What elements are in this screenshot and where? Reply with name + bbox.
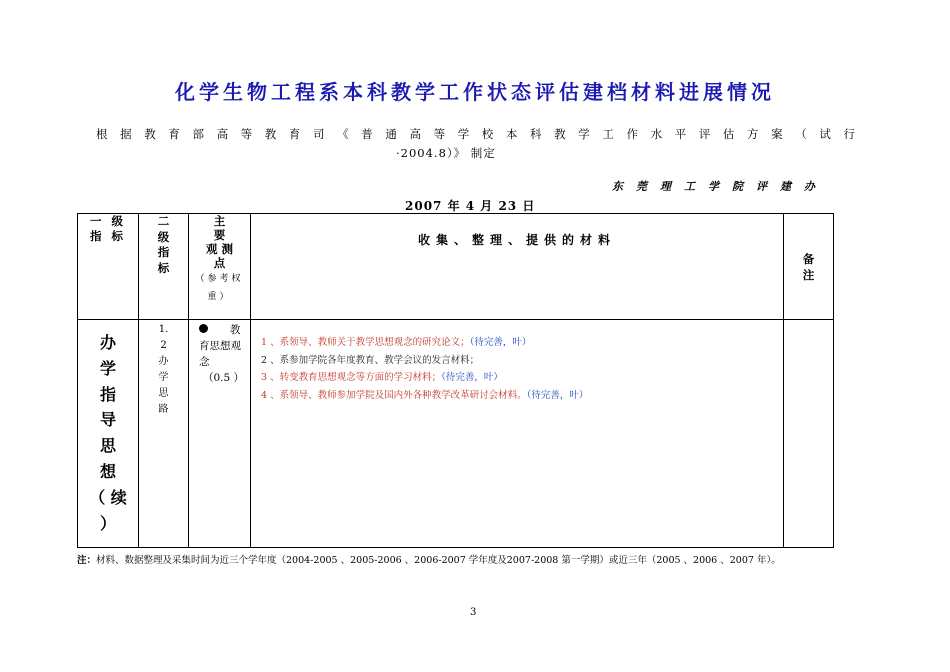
evaluation-table [77, 213, 834, 548]
header-materials: 收集、整理、提供的材料 [251, 214, 784, 320]
level2-indicator-cell: 1. 2 办 学 思 路 [139, 320, 189, 548]
header-remarks: 备 注 [784, 214, 834, 320]
material-item: 3 、转变教育思想观念等方面的学习材料；（待完善，叶） [261, 372, 503, 384]
basis-line-2: ·2004.8）》 制定 [396, 146, 496, 160]
header-observation-point: 主 要 观 测 点 （参考权 重） [189, 214, 251, 320]
bullet-icon [199, 324, 208, 333]
level1-indicator-cell: 办 学 指 导 思 想 （ 续 ） [78, 320, 139, 548]
materials-cell [251, 320, 784, 548]
page-number: 3 [470, 607, 477, 618]
remarks-cell [784, 320, 834, 548]
header-level1-indicator: 一 级 指 标 [78, 214, 139, 320]
material-item: 1 、系领导、教师关于教学思想观念的研究论文；（待完善，叶） [261, 337, 532, 348]
issue-date: 2007 年 4 月 23 日 [405, 199, 536, 213]
document-title: 化学生物工程系本科教学工作状态评估建档材料进展情况 [175, 80, 775, 104]
table-row [78, 320, 834, 548]
footnote: 注：材料、数据整理及采集时间为近三个学年度（2004-2005 、2005-2006 、2006-2007 学年度及2007-2008 第一学期）或近三年（2005 、2006 、2007 年）。 [77, 555, 781, 566]
table-header-row [78, 214, 834, 320]
issuer: 东莞理工学院评建办 [612, 180, 828, 193]
header-level2-indicator: 二 级 指 标 [139, 214, 189, 320]
basis-line-1: 根据教育部高等教育司《普通高等学校本科教学工作水平评估方案（试行 [96, 127, 856, 141]
material-item: 4 、系领导、教师参加学院及国内外各种教学改革研讨会材料。（待完善，叶） [261, 390, 589, 402]
material-item: 2 、系参加学院各年度教育、教学会议的发言材料； [261, 354, 480, 366]
observation-point-cell: 教 育思想观 念 （0.5 ） [189, 320, 251, 548]
